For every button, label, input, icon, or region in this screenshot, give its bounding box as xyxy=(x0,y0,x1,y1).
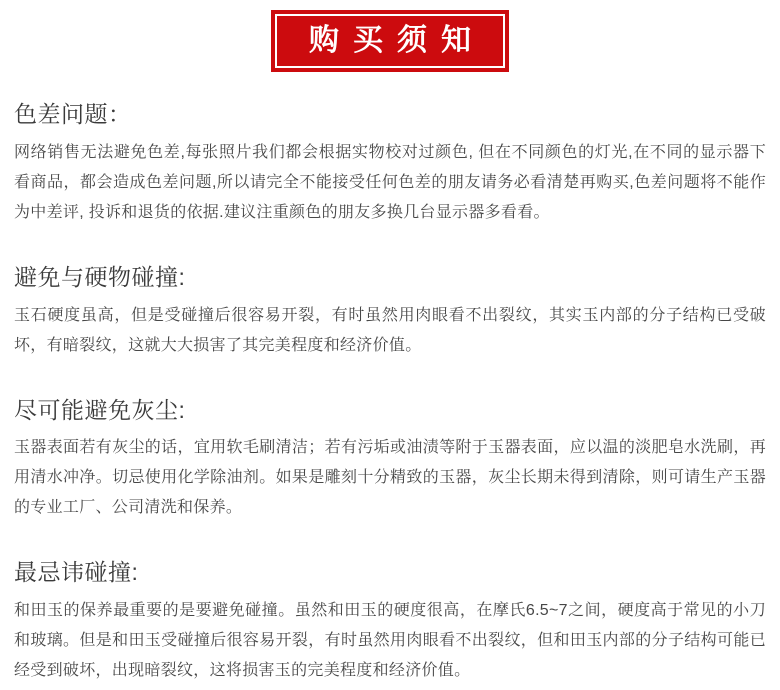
section-heading: 色差问题： xyxy=(14,101,132,127)
section-body: 和田玉的保养最重要的是要避免碰撞。虽然和田玉的硬度很高，在摩氏6.5~7之间，硬度高于常见的小刀和玻璃。但是和田玉受碰撞后很容易开裂，有时虽然用肉眼看不出裂纹，但和田玉内部的分子结构可能已经受到破坏，出现暗裂纹，这将损害玉的完美程度和经济价值。 xyxy=(14,602,766,679)
section-heading: 尽可能避免灰尘: xyxy=(14,396,186,423)
banner-inner-frame xyxy=(275,14,505,68)
section-avoid-dust xyxy=(14,396,766,524)
purchase-notes-banner xyxy=(271,10,509,72)
notes-content xyxy=(0,100,780,686)
section-heading: 最忌讳碰撞: xyxy=(14,559,139,586)
section-heading: 避免与硬物碰撞: xyxy=(14,263,186,290)
section-body: 玉石硬度虽高，但是受碰撞后很容易开裂，有时虽然用肉眼看不出裂纹，其实玉内部的分子结构已受破坏，有暗裂纹，这就大大损害了其完美程度和经济价值。 xyxy=(14,306,766,354)
section-body: 网络销售无法避免色差,每张照片我们都会根据实物校对过颜色, 但在不同颜色的灯光,在不同的显示器下看商品，都会造成色差问题,所以请完全不能接受任何色差的朋友请务必看清楚再购买,色差问题将不能作为中差评, 投诉和退货的依据.建议注重颜色的朋友多换几台显示器多看看。 xyxy=(14,143,766,221)
section-body: 玉器表面若有灰尘的话，宜用软毛刷清洁；若有污垢或油渍等附于玉器表面，应以温的淡肥皂水洗刷，再用清水冲净。切忌使用化学除油剂。如果是雕刻十分精致的玉器，灰尘长期未得到清除，则可请生产玉器的专业工厂、公司清洗和保养。 xyxy=(14,439,766,517)
section-color-difference xyxy=(14,100,766,228)
section-collision-taboo xyxy=(14,558,766,686)
banner-title: 购买须知 xyxy=(309,24,485,57)
section-avoid-hard-collision xyxy=(14,263,766,361)
